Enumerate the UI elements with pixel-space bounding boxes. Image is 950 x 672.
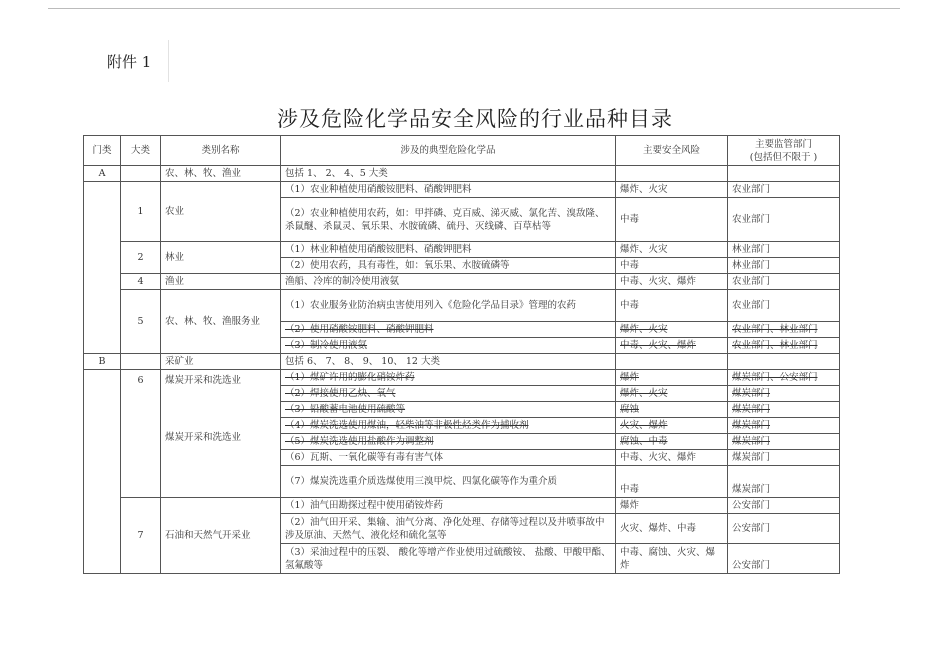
table-row — [84, 498, 840, 514]
cell-risk: 中毒 — [616, 198, 728, 242]
cell-risk: 中毒 — [616, 466, 728, 498]
cell-da-5: 5 — [121, 290, 161, 354]
cell-dept: 农业部门 — [728, 274, 840, 290]
cell-empty — [616, 166, 728, 182]
cell-chem: （3）制冷使用液氨 — [281, 338, 616, 354]
cell-risk: 中毒 — [616, 290, 728, 322]
cell-chem-b: 包括 6、 7、 8、 9、 10、 12 大类 — [281, 354, 616, 370]
table-row — [84, 290, 840, 322]
cell-dept: 公安部门 — [728, 514, 840, 544]
cell-da-1: 1 — [121, 182, 161, 242]
cell-name-7: 石油和天然气开采业 — [161, 498, 281, 574]
cell-da-6: 6 — [121, 370, 161, 498]
cell-men-b-span — [84, 370, 121, 574]
cell-chem-a: 包括 1、 2、 4、5 大类 — [281, 166, 616, 182]
cell-chem: （1）煤矿许用的膨化硝铵炸药 — [281, 370, 616, 386]
cell-men-a-span — [84, 182, 121, 354]
cell-chem: （6）瓦斯、一氧化碳等有毒有害气体 — [281, 450, 616, 466]
header-name: 类别名称 — [161, 136, 281, 166]
header-dept-line2: (包括但不限于 ) — [749, 151, 818, 163]
cell-name-6 — [161, 370, 281, 498]
cell-dept: 公安部门 — [728, 498, 840, 514]
cell-da-2: 2 — [121, 242, 161, 274]
cell-chem: （4）煤炭洗选使用煤油，轻柴油等非极性烃类作为捕收剂 — [281, 418, 616, 434]
cell-risk: 腐蚀 — [616, 402, 728, 418]
cell-risk: 中毒、腐蚀、火灾、爆炸 — [616, 544, 728, 574]
header-risk: 主要安全风险 — [616, 136, 728, 166]
cell-chem: （1）农业服务业防治病虫害使用列入《危险化学品目录》管理的农药 — [281, 290, 616, 322]
cell-name-1: 农业 — [161, 182, 281, 242]
cell-chem: （3）铅酸蓄电池使用硫酸等 — [281, 402, 616, 418]
cell-chem: （3）采油过程中的压裂、 酸化等增产作业使用过硫酸铵、 盐酸、甲酸甲酯、氢氟酸等 — [281, 544, 616, 574]
cell-dept: 林业部门 — [728, 242, 840, 258]
table-row — [84, 166, 840, 182]
cell-chem: （2）油气田开采、集输、油气分离、净化处理、存储等过程以及井喷事故中涉及原油、天然气、液化烃和硫化氢等 — [281, 514, 616, 544]
name-6-first: 煤炭开采和洗选业 — [165, 375, 242, 386]
cell-risk: 中毒、火灾、爆炸 — [616, 274, 728, 290]
attachment-label: 附件 1 — [107, 53, 152, 71]
cell-dept: 煤炭部门 — [728, 418, 840, 434]
cell-chem: （5）煤炭洗选使用盐酸作为调整剂 — [281, 434, 616, 450]
cell-chem: （2）使用农药，具有毒性，如：氧乐果、水胺硫磷等 — [281, 258, 616, 274]
cell-name-2: 林业 — [161, 242, 281, 274]
cell-name-a: 农、林、牧、渔业 — [161, 166, 281, 182]
cell-men-b: B — [84, 354, 121, 370]
cell-risk: 中毒、火灾、爆炸 — [616, 338, 728, 354]
cell-chem: （1）油气田勘探过程中使用硝铵炸药 — [281, 498, 616, 514]
cell-name-4: 渔业 — [161, 274, 281, 290]
cell-dept: 煤炭部门 — [728, 434, 840, 450]
name-6-second: 煤炭开采和洗选业 — [165, 432, 242, 443]
cell-chem: （2）农业种植使用农药，如：甲拌磷、克百威、涕灭威、氯化苦、溴敌隆、杀鼠醚、杀鼠灵、氧乐果、水胺硫磷、硫丹、灭线磷、百草枯等 — [281, 198, 616, 242]
cell-risk: 爆炸 — [616, 370, 728, 386]
cell-dept: 农业部门 — [728, 290, 840, 322]
header-dept-line1: 主要监管部门 — [754, 138, 812, 150]
cell-chem: （2）焊接使用乙炔、氧气 — [281, 386, 616, 402]
cell-chem: 渔船、冷库的制冷使用液氨 — [281, 274, 616, 290]
cell-dept: 农业部门、林业部门 — [728, 322, 840, 338]
cell-empty — [728, 166, 840, 182]
table-row — [84, 242, 840, 258]
cell-men-a: A — [84, 166, 121, 182]
header-chemicals: 涉及的典型危险化学品 — [281, 136, 616, 166]
cell-empty — [616, 354, 728, 370]
cell-dept: 煤炭部门 — [728, 450, 840, 466]
header-department — [728, 136, 840, 166]
cell-dept: 煤炭部门 — [728, 402, 840, 418]
cell-chem: （7）煤炭洗选重介质选煤使用三溴甲烷、四氯化碳等作为重介质 — [281, 466, 616, 498]
cell-da-7: 7 — [121, 498, 161, 574]
cell-dept: 农业部门 — [728, 182, 840, 198]
table-row — [84, 370, 840, 386]
cell-risk: 火灾、爆炸 — [616, 418, 728, 434]
table-row — [84, 274, 840, 290]
cell-name-5: 农、林、牧、渔服务业 — [161, 290, 281, 354]
cell-dept: 农业部门、林业部门 — [728, 338, 840, 354]
cell-empty — [121, 354, 161, 370]
cell-risk: 爆炸、火灾 — [616, 182, 728, 198]
cell-dept: 公安部门 — [728, 544, 840, 574]
cell-risk: 爆炸、火灾 — [616, 242, 728, 258]
cell-chem: （1）农业种植使用硝酸铵肥料、硝酸钾肥料 — [281, 182, 616, 198]
document-title: 涉及危险化学品安全风险的行业品种目录 — [277, 107, 673, 131]
margin-mark — [168, 40, 169, 82]
cell-dept: 煤炭部门、公安部门 — [728, 370, 840, 386]
cell-name-b: 采矿业 — [161, 354, 281, 370]
cell-empty — [728, 354, 840, 370]
cell-da-4: 4 — [121, 274, 161, 290]
header-da: 大类 — [121, 136, 161, 166]
header-men: 门类 — [84, 136, 121, 166]
cell-risk: 中毒、火灾、爆炸 — [616, 450, 728, 466]
cell-risk: 腐蚀、中毒 — [616, 434, 728, 450]
table-row — [84, 354, 840, 370]
cell-dept: 林业部门 — [728, 258, 840, 274]
cell-risk: 爆炸、火灾 — [616, 386, 728, 402]
cell-risk: 爆炸 — [616, 498, 728, 514]
cell-risk: 爆炸、火灾 — [616, 322, 728, 338]
cell-risk: 中毒 — [616, 258, 728, 274]
table-row — [84, 182, 840, 198]
cell-dept: 农业部门 — [728, 198, 840, 242]
cell-chem: （1）林业种植使用硝酸铵肥料、硝酸钾肥料 — [281, 242, 616, 258]
top-rule — [48, 8, 900, 9]
cell-dept: 煤炭部门 — [728, 466, 840, 498]
cell-risk: 火灾、爆炸、中毒 — [616, 514, 728, 544]
cell-empty — [121, 166, 161, 182]
cell-dept: 煤炭部门 — [728, 386, 840, 402]
catalog-table — [83, 135, 840, 574]
cell-chem: （2）使用硝酸铵肥料、硝酸钾肥料 — [281, 322, 616, 338]
